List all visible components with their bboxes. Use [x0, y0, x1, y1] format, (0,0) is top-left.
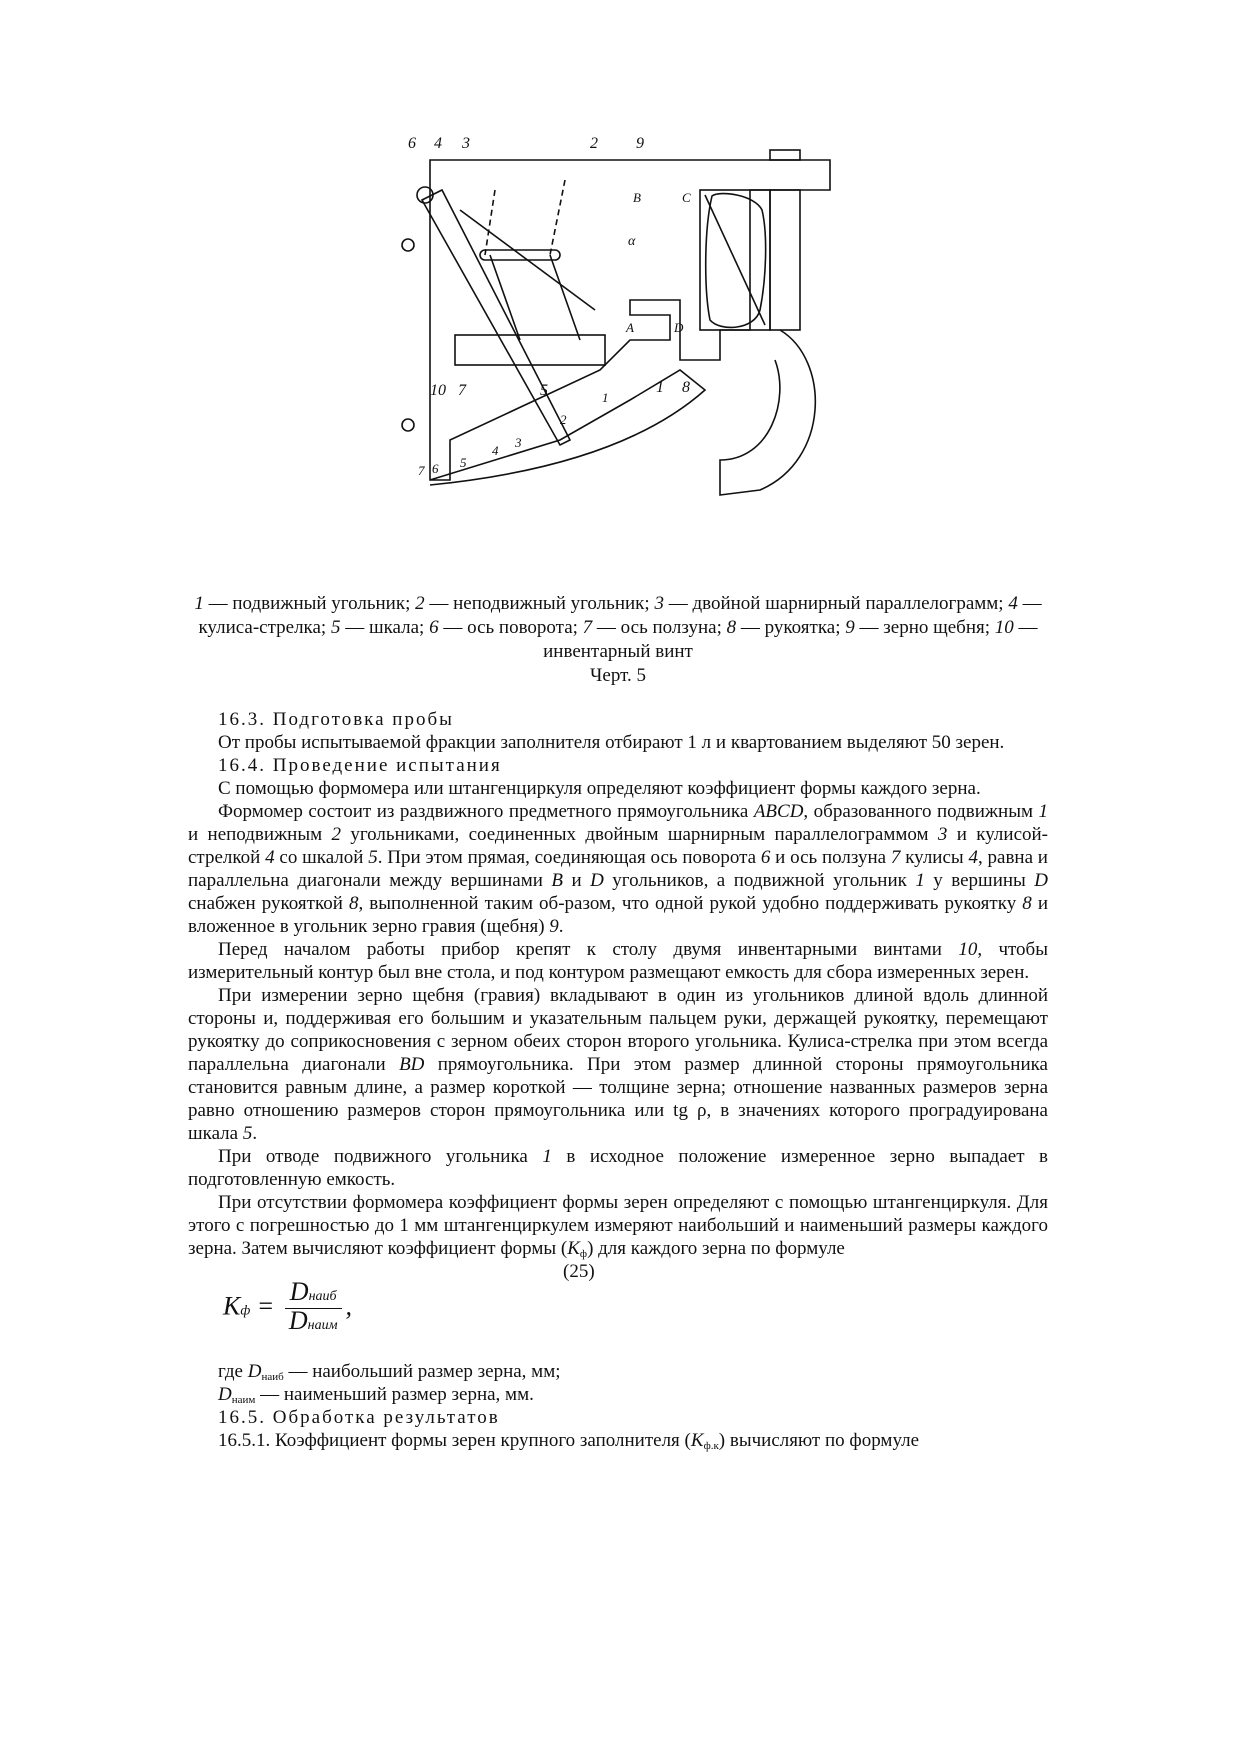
corner-b: B [633, 190, 641, 205]
text-run: При измерении зерно щебня (гравия) вкладывают в один из угольников длиной вдоль длинной стороны и, поддерживая его большим и указательным пальцем руки, держащей рукоятку, перемещают рукоятку до соприкосновения с зерном обеих сторон второго угольника. Кулиса-стрелка при этом всегда параллельна диагонали [188, 985, 1048, 1075]
text-run: и ось ползуна [770, 847, 891, 868]
text-run: ) вычисляют по формуле [718, 1430, 920, 1451]
fixed-square-vertical [770, 190, 800, 330]
slider-top [770, 150, 800, 160]
figure-number: Черт. 5 [590, 665, 646, 686]
text-run: 1 [1038, 801, 1048, 822]
callout-9: 9 [636, 135, 644, 152]
scale-1: 1 [602, 390, 609, 405]
corner-c: C [682, 190, 691, 205]
legend-text: — неподвижный угольник; [424, 593, 655, 614]
text-run: B [551, 870, 563, 891]
paragraph-16-5-1 [188, 1429, 1048, 1452]
text-run: ф [579, 1248, 588, 1260]
scale-3: 3 [515, 435, 522, 450]
text-run: D [1034, 870, 1048, 891]
text-run: 6 [760, 847, 771, 868]
heading-16-5: 16.5. Обработка результатов [218, 1407, 500, 1428]
legend-number: 6 [429, 617, 439, 638]
heading-16-3: 16.3. Подготовка пробы [218, 709, 454, 730]
corner-d: D [674, 320, 684, 335]
legend-number: 1 [194, 593, 204, 614]
rocker-arrow [422, 190, 570, 445]
legend-text: — двойной шарнирный параллелограмм; [663, 593, 1009, 614]
formometer-svg [408, 135, 860, 580]
text-run: . [558, 916, 564, 937]
body-text [188, 708, 1048, 1452]
callout-10: 10 [430, 382, 446, 399]
legend-number: 10 [994, 617, 1014, 638]
text-run: , образованного подвижным [803, 801, 1039, 822]
legend-text: — инвентарный винт [543, 617, 1038, 662]
text-run: наиб [261, 1371, 284, 1383]
text-run: , выполненной таким об-разом, что одной рукой удобно поддерживать рукоятку [358, 893, 1023, 914]
text-run: 7 [890, 847, 901, 868]
text-run: K [690, 1430, 704, 1451]
scale-7: 7 [418, 463, 425, 478]
formula-block [188, 1260, 1048, 1360]
text-run: 4 [265, 847, 275, 868]
text-run: Перед началом работы прибор крепят к столу двумя инвентарными винтами [218, 939, 959, 960]
denominator-d: D [288, 1306, 308, 1335]
numerator-d: D [289, 1277, 309, 1306]
text-run: кулисы [900, 847, 969, 868]
equation-number: (25) [563, 1261, 595, 1282]
text-run: снабжен рукояткой [188, 893, 349, 914]
text-run: 8 [1022, 893, 1032, 914]
legend-number: 5 [330, 617, 341, 638]
text-run: 1 [542, 1146, 552, 1167]
text-run: со шкалой [274, 847, 369, 868]
legend-number: 2 [415, 593, 425, 614]
text-run: 3 [937, 824, 948, 845]
fraction-numerator [285, 1277, 342, 1309]
text-run: 16.5.1. Коэффициент формы зерен крупного заполнителя ( [218, 1430, 691, 1451]
text-run: и кулисой-стрелкой [188, 824, 1048, 868]
where-max [188, 1360, 1048, 1383]
text-run: где [218, 1361, 248, 1382]
text-run: 8 [348, 893, 359, 914]
text-run: . При этом прямая, соединяющая ось поворота [377, 847, 761, 868]
text-run: ф.к [703, 1440, 719, 1452]
formula-lhs: K [223, 1291, 241, 1321]
legend-number: 8 [726, 617, 737, 638]
legend-text: — кулиса-стрелка; [198, 593, 1042, 638]
corner-a: A [626, 320, 634, 335]
text-run: При отсутствии формомера коэффициент формы зерен определяют с помощью штангенциркуля. Для этого с погрешностью до 1 мм штангенциркулем измеряют наибольший и наименьший размеры каждого зерна. Затем вычисляют коэффициент формы ( [188, 1192, 1048, 1259]
text-run: и неподвижным [188, 824, 332, 845]
scale-4: 4 [492, 443, 499, 458]
callout-8: 8 [682, 379, 690, 396]
paragraph-release [188, 1145, 1048, 1191]
denominator-sub: наим [307, 1318, 338, 1333]
formometer-drawing [408, 135, 860, 580]
fraction [285, 1277, 342, 1337]
callout-1: 1 [656, 379, 664, 396]
callout-6: 6 [408, 135, 416, 152]
callout-2: 2 [590, 135, 598, 152]
fraction-denominator [285, 1306, 342, 1337]
text-run: наим [231, 1394, 256, 1406]
text-run: Формомер состоит из раздвижного предметного прямоугольника [218, 801, 754, 822]
equals-sign: = [256, 1291, 275, 1321]
text-run: — наименьший размер зерна, мм. [255, 1384, 534, 1405]
diagonal-bd [705, 195, 765, 325]
text-run: угольниками, соединенных двойным шарнирным параллелограммом [341, 824, 938, 845]
where-min [188, 1383, 1048, 1406]
text-run: , равна и параллельна диагонали между вершинами [188, 847, 1048, 891]
text-run: в исходное положение измеренное зерно выпадает в подготовленную емкость. [188, 1146, 1048, 1190]
legend-text: — ось поворота; [438, 617, 583, 638]
text-run: BD [399, 1054, 425, 1075]
text-run: . [252, 1123, 258, 1144]
callout-3: 3 [462, 135, 470, 152]
paragraph-mounting [188, 938, 1048, 984]
text-run: 1 [915, 870, 925, 891]
paragraph-formometer [188, 800, 1048, 938]
figure-caption [188, 592, 1048, 688]
scale-6: 6 [432, 461, 439, 476]
formula-lhs-sub: ф [240, 1303, 251, 1319]
text-run: угольников, а подвижной угольник [603, 870, 916, 891]
screw-bottom [402, 419, 414, 431]
scale-5: 5 [460, 455, 467, 470]
scale-2: 2 [560, 412, 567, 427]
callout-5: 5 [540, 382, 548, 399]
callout-4: 4 [434, 135, 442, 152]
text-run: D [247, 1361, 262, 1382]
callout-7: 7 [458, 382, 466, 399]
heading-16-4: 16.4. Проведение испытания [218, 755, 502, 776]
text-run: 5 [368, 847, 378, 868]
text-run: K [567, 1238, 580, 1259]
paragraph-sampling: От пробы испытываемой фракции заполнителя отбирают 1 л и квартованием выделяют 50 зерен. [218, 732, 1005, 753]
text-run: При отводе подвижного угольника [218, 1146, 543, 1167]
text-run: 5 [242, 1123, 253, 1144]
angle-alpha: α [628, 234, 636, 249]
text-run: ABCD [753, 801, 804, 822]
screw-top [402, 239, 414, 251]
text-run: 9 [549, 916, 559, 937]
link-1 [485, 190, 495, 255]
text-run: ) для каждого зерна по формуле [587, 1238, 845, 1259]
text-run: и [562, 870, 591, 891]
formula-comma: , [345, 1291, 353, 1321]
caption-legend [194, 593, 1041, 662]
shape-factor-formula [223, 1277, 353, 1337]
text-run: D [218, 1384, 232, 1405]
legend-number: 4 [1008, 593, 1018, 614]
text-run: D [590, 870, 604, 891]
text-run: 10 [958, 939, 978, 960]
legend-number: 7 [582, 617, 593, 638]
paragraph-method: С помощью формомера или штангенциркуля определяют коэффициент формы каждого зерна. [218, 778, 981, 799]
text-run: прямоугольника. При этом размер длинной стороны прямоугольника становится равным длине, а размер короткой — толщине зерна; отношение названных размеров зерна равно отношению размеров сторон прямоугольника или tg ρ, в значениях которого проградуирована шкала [188, 1054, 1048, 1144]
paragraph-measuring [188, 984, 1048, 1145]
numerator-sub: наиб [308, 1289, 337, 1304]
text-run: у вершины [924, 870, 1035, 891]
text-run: 2 [331, 824, 341, 845]
legend-text: — шкала; [340, 617, 430, 638]
text-run: 4 [968, 847, 978, 868]
legend-text: — рукоятка; [736, 617, 846, 638]
rod-2 [550, 255, 580, 340]
legend-number: 9 [845, 617, 855, 638]
text-run: — наибольший размер зерна, мм; [283, 1361, 561, 1382]
paragraph-caliper [188, 1191, 1048, 1260]
legend-text: — подвижный угольник; [203, 593, 416, 614]
legend-text: — зерно щебня; [854, 617, 995, 638]
legend-number: 3 [654, 593, 664, 614]
legend-text: — ось ползуна; [592, 617, 727, 638]
link-2 [550, 180, 565, 255]
text-run: и вложенное в угольник зерно гравия (щебня) [188, 893, 1048, 937]
handle [720, 330, 815, 495]
text-run: , чтобы измерительный контур был вне стола, и под контуром размещают емкость для сбора измеренных зерен. [188, 939, 1048, 983]
